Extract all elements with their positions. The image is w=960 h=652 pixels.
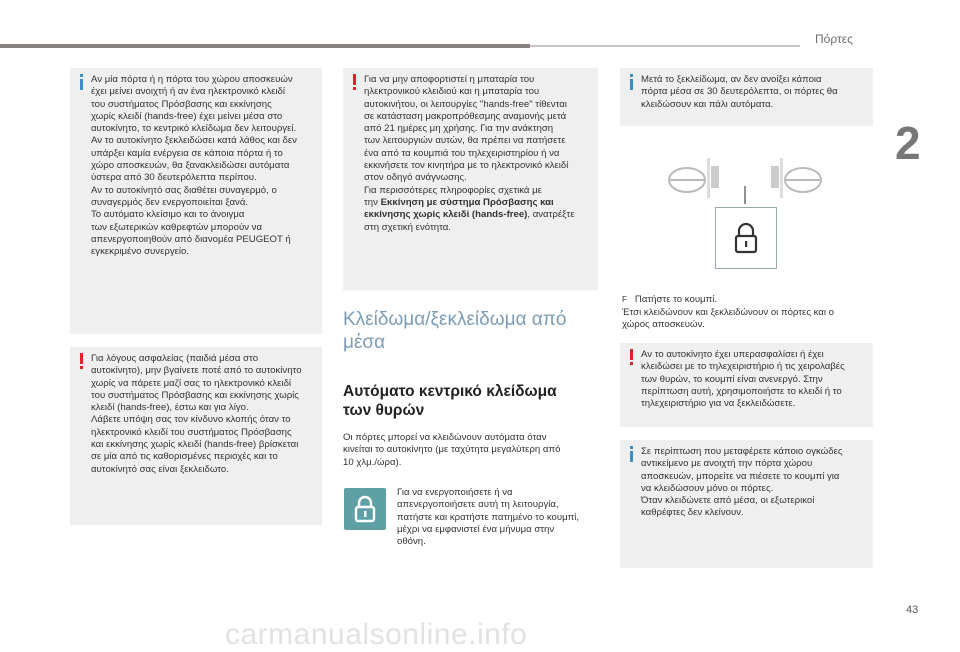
info-text: Σε περίπτωση που μεταφέρετε κάποιο ογκώδες αντικείμενο με ανοιχτή την πόρτα χώρου αποσκευών, μπορείτε να πιέσετε το κουμπί για να κλειδώσουν μόνο οι πόρτες. Όταν κλειδώνετε από μέσα, οι εξωτερικοί καθρέφτες δεν κλείνουν. — [641, 446, 843, 519]
warning-icon — [351, 74, 359, 90]
info-box-relock — [620, 68, 873, 126]
chapter-number: 2 — [895, 117, 921, 169]
warning-icon — [78, 353, 86, 369]
warning-icon — [628, 349, 636, 365]
info-text: Αν μία πόρτα ή η πόρτα του χώρου αποσκευών έχει μείνει ανοιχτή ή αν ένα ηλεκτρονικό κλειδί του συστήματος Πρόσβασης και εκκίνησης χωρίς κλειδί (hands-free) έχει μείνει μέσα στο αυτοκίνητο, το κεντρικό κλείδωμα δεν λειτουργεί. Αν το αυτοκίνητο ξεκλειδώσει κατά λάθος και δεν υπάρξει καμία ενέργεια σε κάποια πόρτα ή το χώρο αποσκευών, θα ξανακλειδώσει αυτόματα ύστερα από 30 δευτερόλεπτα περίπου. Αν το αυτοκίνητό σας διαθέτει συναγερμό, ο συναγερμός δεν ενεργοποιείται ξανά. Το αυτόματο κλείσιμο και το άνοιγμα των εξωτερικών καθρεφτών μπορούν να απενεργοποιηθούν από διανομέα PEUGEOT ή εγκεκριμένο συνεργείο. — [91, 74, 297, 258]
dashboard-diagram — [655, 152, 835, 204]
warning-box-deadlock — [620, 343, 873, 427]
warning-text-a: Για να μην αποφορτιστεί η μπαταρία του ηλεκτρονικού κλειδιού και η μπαταρία του αυτοκινήτου, οι λειτουργίες "hands-free" τίθενται σε κατάσταση μακροπρόθεσμης αναμονής μετά από 21 ημέρες μη χρήσης. Για την ανάκτηση των λειτουργιών αυτών, θα πρέπει να πατήσετε ένα από τα κουμπιά του τηλεχειριστηρίου ή να εκκινήσετε τον κινητήρα με το ηλεκτρονικό κλειδί στον οδηγό ανάγνωσης. Για περισσότερες πληροφορίες σχετικά με την — [364, 74, 569, 208]
subsection-heading: Αυτόματο κεντρικό κλείδωμα των θυρών — [343, 383, 557, 419]
section-heading: Κλείδωμα/ξεκλείδωμα από μέσα — [343, 309, 567, 353]
header-rule-thin — [530, 45, 800, 47]
bullet-marker: F — [622, 295, 627, 305]
info-icon — [628, 446, 636, 462]
header-rule — [0, 44, 530, 48]
lock-button-paragraph: Για να ενεργοποιήσετε ή να απενεργοποιήσετε αυτή τη λειτουργία, πατήστε και κρατήστε πατημένο το κουμπί, μέχρι να εμφανιστεί ένα μήνυμα στην οθόνη. — [397, 487, 580, 548]
warning-box-battery — [343, 68, 598, 290]
warning-text-b: , ανατρέξτε στη σχετική ενότητα. — [364, 209, 575, 233]
info-icon — [78, 74, 86, 90]
warning-box-child-safety — [70, 347, 322, 525]
info-box-door-open — [70, 68, 322, 334]
auto-lock-paragraph: Οι πόρτες μπορεί να κλειδώνουν αυτόματα όταν κινείται το αυτοκίνητο (με ταχύτητα μεγαλύτερη από 10 χλμ./ώρα). — [343, 432, 561, 468]
press-button-instruction — [622, 282, 872, 331]
info-box-bulky-object — [620, 440, 873, 568]
section-title: Πόρτες — [815, 32, 853, 46]
warning-text — [364, 74, 598, 234]
info-icon — [628, 74, 636, 90]
lock-button-tile — [344, 488, 386, 530]
press-text: Πατήστε το κουμπί. Έτσι κλειδώνουν και ξεκλειδώνουν οι πόρτες και ο χώρος αποσκευών. — [622, 294, 834, 330]
info-text: Μετά το ξεκλείδωμα, αν δεν ανοίξει κάποια πόρτα μέσα σε 30 δευτερόλεπτα, οι πόρτες θα κλειδώσουν και πάλι αυτόματα. — [641, 74, 838, 110]
warning-link-bold: Εκκίνηση με σύστημα Πρόσβασης και εκκίνησης χωρίς κλειδί (hands-free) — [364, 196, 554, 221]
page-number: 43 — [906, 604, 919, 616]
warning-text: Για λόγους ασφαλείας (παιδιά μέσα στο αυτοκίνητο), μην βγαίνετε ποτέ από το αυτοκίνητο χωρίς να πάρετε μαζί σας το ηλεκτρονικό κλειδί του συστήματος Πρόσβασης και εκκίνησης χωρίς κλειδί (hands-free), έστω και για λίγο. Λάβετε υπόψη σας τον κίνδυνο κλοπής όταν το ηλεκτρονικό κλειδί του συστήματος Πρόσβασης και εκκίνησης χωρίς κλειδί (hands-free) βρίσκεται σε μία από τις καθορισμένες περιοχές και το αυτοκίνητό σας είναι ξεκλειδωτο. — [91, 353, 302, 475]
watermark: carmanualsonline.info — [225, 618, 528, 651]
central-lock-button — [715, 207, 777, 269]
warning-text: Αν το αυτοκίνητο έχει υπερασφαλίσει ή έχει κλειδώσει με το τηλεχειριστήριο ή τις χειρολαβές των θυρών, το κουμπί είναι ανενεργό. Στην περίπτωση αυτή, χρησιμοποιήστε το κλειδί ή το τηλεχειριστήριο για να ξεκλειδώσετε. — [641, 349, 845, 410]
padlock-icon — [344, 488, 386, 530]
padlock-icon — [716, 208, 776, 268]
